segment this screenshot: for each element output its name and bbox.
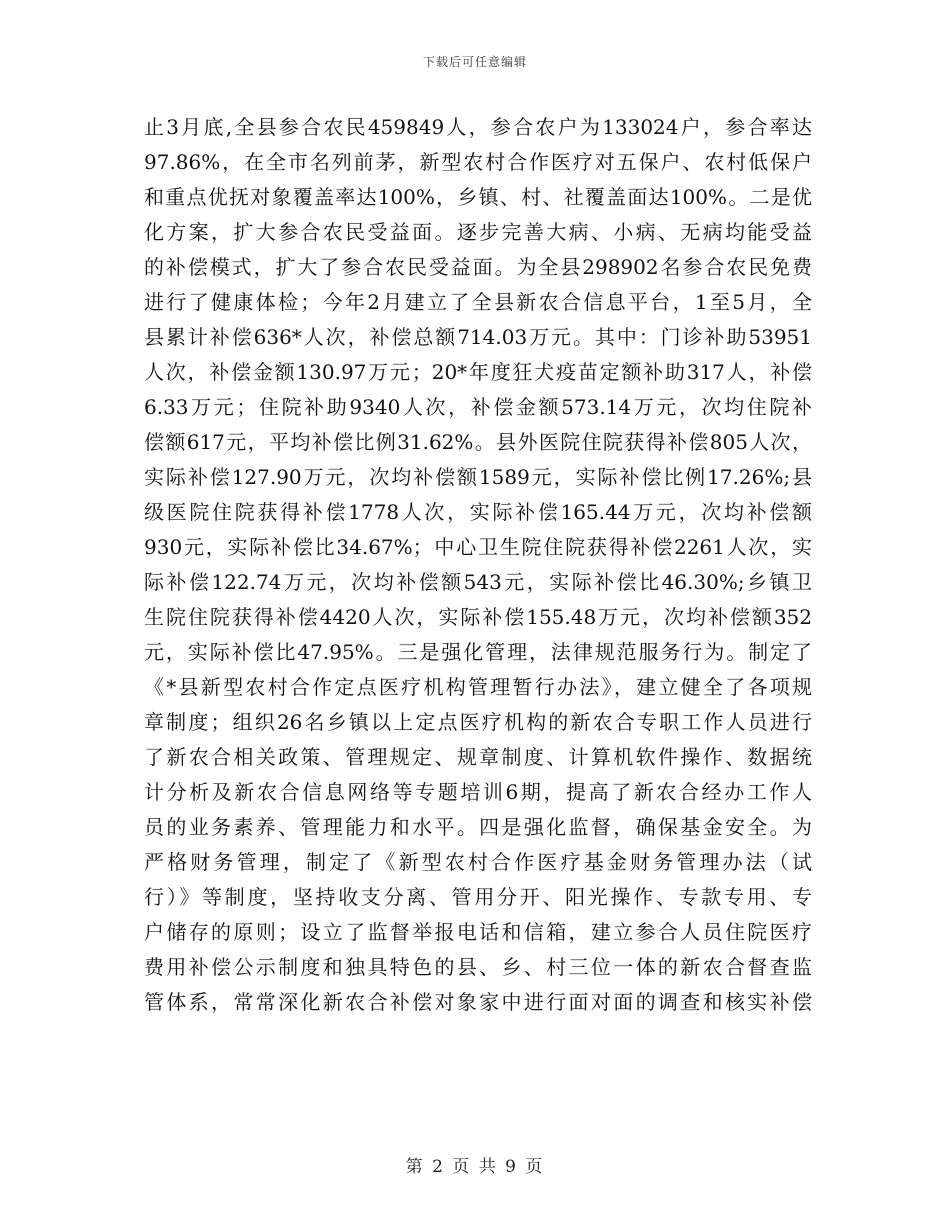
text-line: 员的业务素养、管理能力和水平。四是强化监督，确保基金安全。为	[144, 815, 812, 839]
text-line: 际补偿122.74万元，次均补偿额543元，实际补偿比46.30%;乡镇卫	[144, 570, 812, 594]
text-line: 化方案，扩大参合农民受益面。逐步完善大病、小病、无病均能受益	[144, 220, 812, 244]
text-line: 97.86%，在全市名列前茅，新型农村合作医疗对五保户、农村低保户	[144, 150, 812, 174]
text-line: 930元，实际补偿比34.67%；中心卫生院住院获得补偿2261人次，实	[144, 535, 812, 559]
text-line: 人次，补偿金额130.97万元；20*年度狂犬疫苗定额补助317人，补偿	[144, 360, 812, 384]
text-line: 的补偿模式，扩大了参合农民受益面。为全县298902名参合农民免费	[144, 255, 812, 279]
page-header: 下载后可任意编辑	[422, 55, 527, 69]
text-line: 偿额617元，平均补偿比例31.62%。县外医院住院获得补偿805人次，	[144, 430, 812, 454]
text-line: 管体系，常常深化新农合补偿对象家中进行面对面的调查和核实补偿	[144, 990, 812, 1014]
text-line: 章制度；组织26名乡镇以上定点医疗机构的新农合专职工作人员进行	[144, 710, 812, 734]
text-line: 级医院住院获得补偿1778人次，实际补偿165.44万元，次均补偿额	[144, 500, 812, 524]
text-line: 县累计补偿636*人次，补偿总额714.03万元。其中：门诊补助53951	[144, 325, 812, 349]
text-line: 止3月底,全县参合农民459849人，参合农户为133024户，参合率达	[144, 115, 812, 139]
text-line: 进行了健康体检；今年2月建立了全县新农合信息平台，1至5月，全	[144, 290, 812, 314]
text-line: 行）》等制度，坚持收支分离、管用分开、阳光操作、专款专用、专	[144, 885, 812, 909]
text-line: 户储存的原则；设立了监督举报电话和信箱，建立参合人员住院医疗	[144, 920, 812, 944]
text-line: 费用补偿公示制度和独具特色的县、乡、村三位一体的新农合督查监	[144, 955, 812, 979]
text-line: 《*县新型农村合作定点医疗机构管理暂行办法》，建立健全了各项规	[144, 675, 812, 699]
text-line: 和重点优抚对象覆盖率达100%，乡镇、村、社覆盖面达100%。二是优	[144, 185, 812, 209]
text-line: 实际补偿127.90万元，次均补偿额1589元，实际补偿比例17.26%;县	[144, 465, 812, 489]
text-line: 了新农合相关政策、管理规定、规章制度、计算机软件操作、数据统	[144, 745, 812, 769]
body-text	[144, 110, 812, 1020]
text-line: 6.33万元；住院补助9340人次，补偿金额573.14万元，次均住院补	[144, 395, 812, 419]
page-number: 第 2 页 共 9 页	[405, 1157, 545, 1177]
text-line: 元，实际补偿比47.95%。三是强化管理，法律规范服务行为。制定了	[144, 640, 812, 664]
text-line: 严格财务管理，制定了《新型农村合作医疗基金财务管理办法（试	[144, 850, 812, 874]
text-line: 生院住院获得补偿4420人次，实际补偿155.48万元，次均补偿额352	[144, 605, 812, 629]
text-line: 计分析及新农合信息网络等专题培训6期，提高了新农合经办工作人	[144, 780, 812, 804]
